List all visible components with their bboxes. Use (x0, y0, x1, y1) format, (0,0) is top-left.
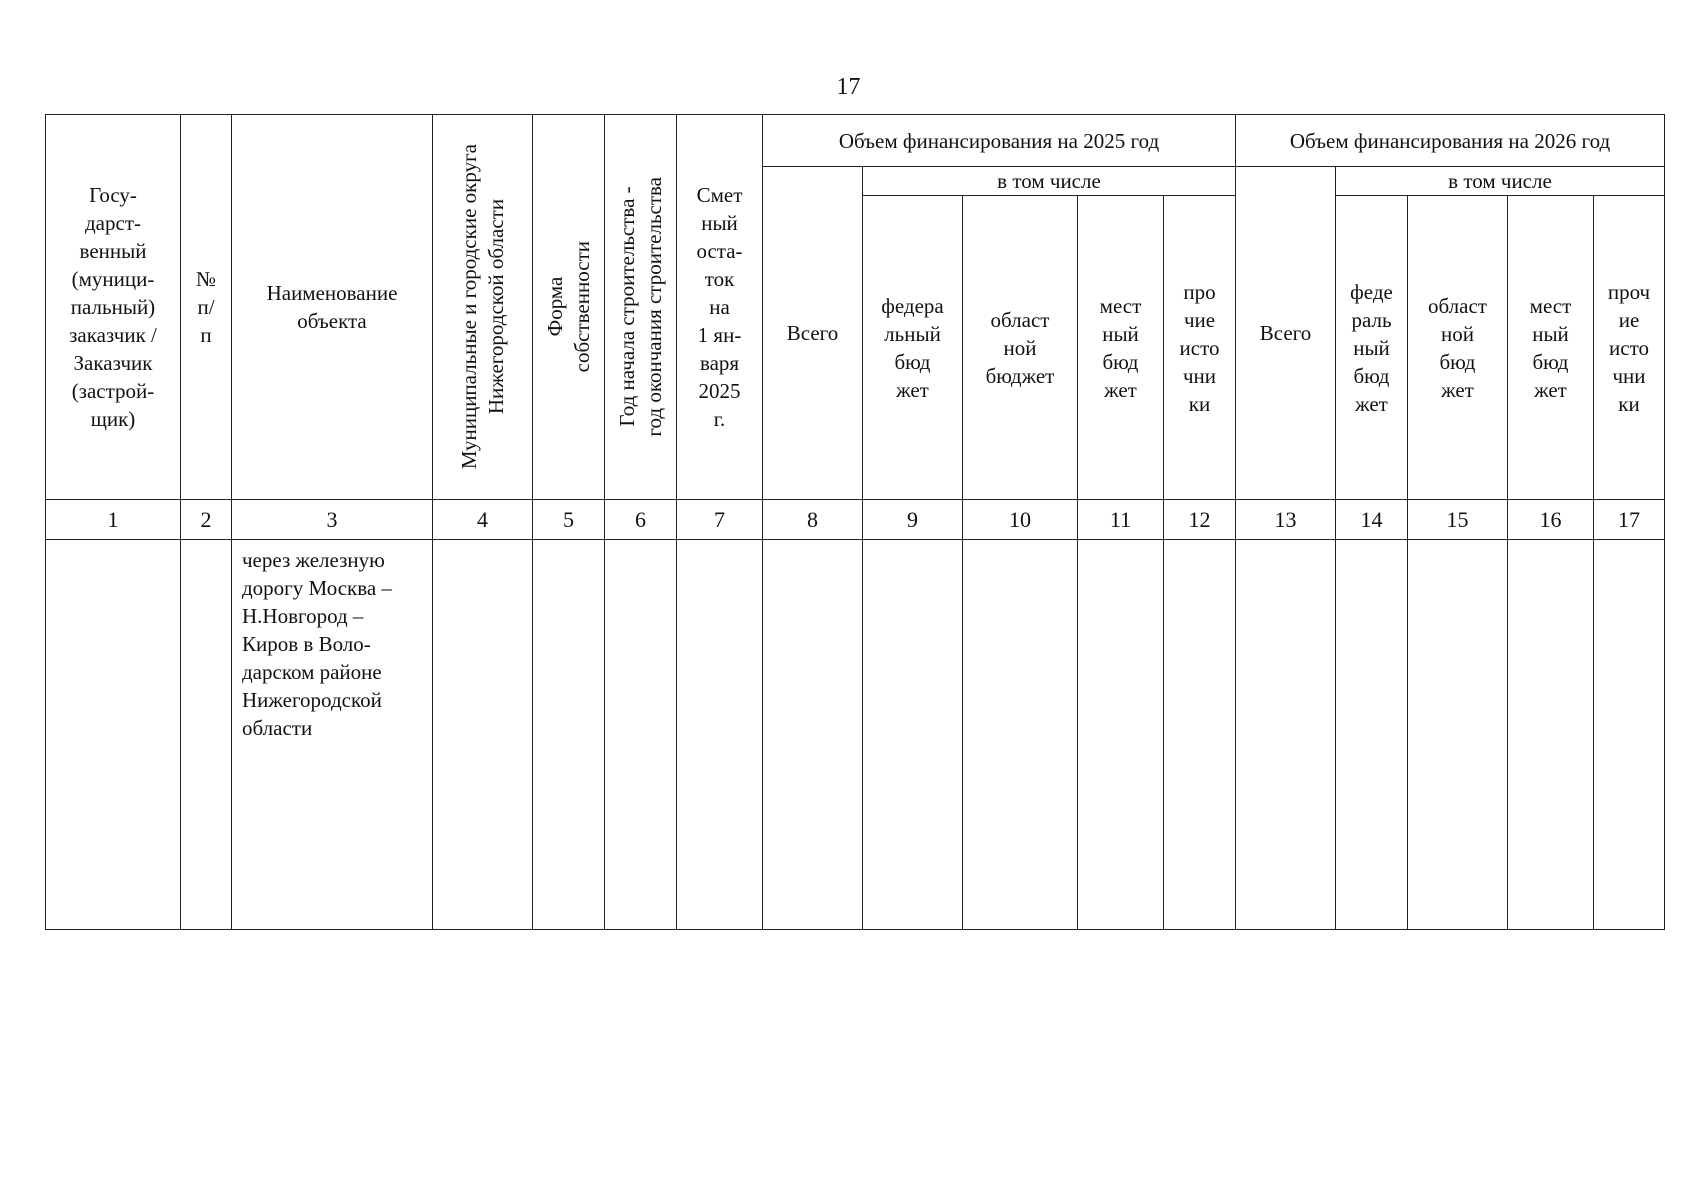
header-object-name: Наименование объекта (232, 115, 433, 500)
cell-ownership (533, 540, 605, 930)
header-ownership (533, 115, 605, 500)
cell-local-2026 (1508, 540, 1594, 930)
cell-customer (46, 540, 181, 930)
header-construction-years-text: Год начала строительства - год окончания строительства (614, 177, 666, 437)
cell-total-2025 (763, 540, 863, 930)
cell-federal-2026 (1336, 540, 1408, 930)
cell-local-2025 (1078, 540, 1164, 930)
cell-object-name: через железную дорогу Москва – Н.Новгород – Киров в Воло- дарском районе Нижегородской области (232, 540, 433, 930)
header-ownership-text: Форма собственности (542, 241, 594, 373)
header-local-2025: мест ный бюд жет (1078, 196, 1164, 500)
column-number: 12 (1164, 500, 1236, 540)
header-estimate-balance: Смет ный оста- ток на 1 ян- варя 2025 г. (677, 115, 763, 500)
header-regional-2026: област ной бюд жет (1408, 196, 1508, 500)
header-municipality (433, 115, 533, 500)
table-row (46, 540, 1665, 930)
page-number: 17 (836, 74, 861, 100)
column-number: 13 (1236, 500, 1336, 540)
header-index: № п/ п (181, 115, 232, 500)
column-number: 5 (533, 500, 605, 540)
cell-construction-years (605, 540, 677, 930)
header-federal-2026: феде раль ный бюд жет (1336, 196, 1408, 500)
header-other-2025: про чие исто чни ки (1164, 196, 1236, 500)
column-number: 16 (1508, 500, 1594, 540)
header-other-2026: проч ие исто чни ки (1594, 196, 1665, 500)
financing-table (45, 114, 1665, 930)
header-group-2026: Объем финансирования на 2026 год (1236, 115, 1665, 167)
header-customer: Госу- дарст- венный (муници- пальный) заказчик / Заказчик (застрой- щик) (46, 115, 181, 500)
column-number: 14 (1336, 500, 1408, 540)
column-number: 8 (763, 500, 863, 540)
column-number: 4 (433, 500, 533, 540)
header-total-2025: Всего (763, 167, 863, 500)
column-number: 9 (863, 500, 963, 540)
cell-other-2025 (1164, 540, 1236, 930)
header-construction-years (605, 115, 677, 500)
header-local-2026: мест ный бюд жет (1508, 196, 1594, 500)
column-number: 10 (963, 500, 1078, 540)
header-including-2025: в том числе (863, 167, 1236, 196)
column-number: 7 (677, 500, 763, 540)
cell-regional-2025 (963, 540, 1078, 930)
header-total-2026: Всего (1236, 167, 1336, 500)
cell-municipality (433, 540, 533, 930)
cell-regional-2026 (1408, 540, 1508, 930)
column-number: 11 (1078, 500, 1164, 540)
header-row-1 (46, 115, 1665, 167)
cell-other-2026 (1594, 540, 1665, 930)
cell-total-2026 (1236, 540, 1336, 930)
column-number: 15 (1408, 500, 1508, 540)
cell-estimate-balance (677, 540, 763, 930)
header-municipality-text: Муниципальные и городские округа Нижегородской области (456, 144, 508, 470)
header-group-2025: Объем финансирования на 2025 год (763, 115, 1236, 167)
cell-index (181, 540, 232, 930)
column-number: 3 (232, 500, 433, 540)
column-number: 17 (1594, 500, 1665, 540)
header-federal-2025: федера льный бюд жет (863, 196, 963, 500)
column-number: 2 (181, 500, 232, 540)
column-number: 6 (605, 500, 677, 540)
cell-federal-2025 (863, 540, 963, 930)
column-number: 1 (46, 500, 181, 540)
header-regional-2025: област ной бюджет (963, 196, 1078, 500)
header-including-2026: в том числе (1336, 167, 1665, 196)
column-number-row (46, 500, 1665, 540)
